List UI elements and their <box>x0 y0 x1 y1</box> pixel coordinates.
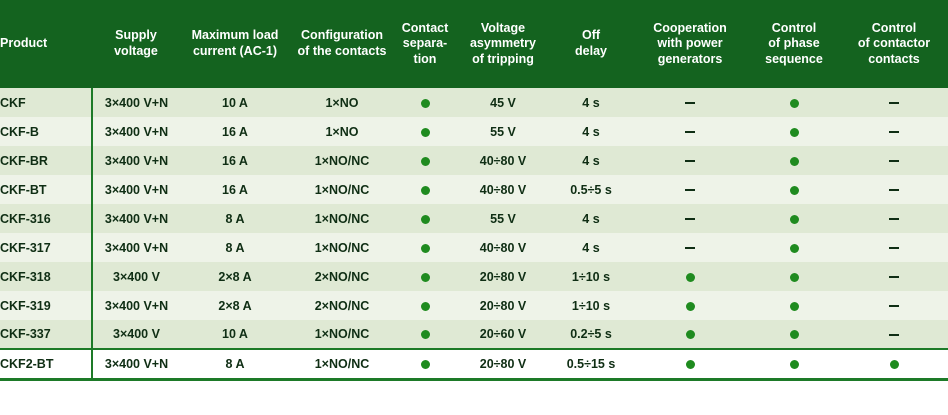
cell-cooperation_generators <box>632 117 748 146</box>
yes-dot-icon <box>686 330 695 339</box>
yes-dot-icon <box>686 360 695 369</box>
cell-supply_voltage: 3×400 V+N <box>92 117 180 146</box>
cell-product: CKF-BT <box>0 175 92 204</box>
cell-contacts_config: 1×NO <box>290 117 394 146</box>
cell-cooperation_generators <box>632 233 748 262</box>
cell-supply_voltage: 3×400 V+N <box>92 146 180 175</box>
table-row <box>0 175 948 204</box>
no-dash-icon <box>889 131 899 133</box>
cell-supply_voltage: 3×400 V+N <box>92 233 180 262</box>
column-header-line: Voltage <box>480 20 526 35</box>
cell-contact_separation <box>394 320 456 349</box>
cell-voltage_asymmetry: 20÷80 V <box>456 291 550 320</box>
yes-dot-icon <box>790 244 799 253</box>
column-header-line: separa- <box>402 36 448 51</box>
cell-cooperation_generators <box>632 88 748 117</box>
table-row <box>0 233 948 262</box>
table-row <box>0 146 948 175</box>
cell-max_load_current: 2×8 A <box>180 291 290 320</box>
table-row <box>0 117 948 146</box>
table-row <box>0 291 948 320</box>
cell-max_load_current: 16 A <box>180 117 290 146</box>
no-dash-icon <box>685 160 695 162</box>
column-header-contacts_config <box>290 0 394 88</box>
yes-dot-icon <box>790 186 799 195</box>
no-dash-icon <box>889 334 899 336</box>
cell-contacts_config: 1×NO <box>290 88 394 117</box>
cell-off_delay: 1÷10 s <box>550 291 632 320</box>
yes-dot-icon <box>421 273 430 282</box>
yes-dot-icon <box>421 360 430 369</box>
cell-contact_separation <box>394 204 456 233</box>
no-dash-icon <box>685 247 695 249</box>
column-header-line: Configuration <box>301 28 383 43</box>
cell-product: CKF-B <box>0 117 92 146</box>
cell-contact_separation <box>394 175 456 204</box>
cell-control_phase_sequence <box>748 175 840 204</box>
column-header-line: asymmetry <box>469 36 536 51</box>
cell-contact_separation <box>394 117 456 146</box>
cell-supply_voltage: 3×400 V <box>92 320 180 349</box>
column-header-line: Cooperation <box>653 20 727 35</box>
cell-contact_separation <box>394 146 456 175</box>
cell-off_delay: 4 s <box>550 117 632 146</box>
cell-voltage_asymmetry: 40÷80 V <box>456 233 550 262</box>
cell-cooperation_generators <box>632 320 748 349</box>
cell-control_phase_sequence <box>748 204 840 233</box>
cell-voltage_asymmetry: 20÷80 V <box>456 262 550 291</box>
column-header-line: of the contacts <box>297 44 387 58</box>
cell-voltage_asymmetry: 55 V <box>456 204 550 233</box>
cell-control_phase_sequence <box>748 262 840 291</box>
column-header-voltage_asymmetry <box>456 0 550 88</box>
column-header-product <box>0 0 92 88</box>
cell-cooperation_generators <box>632 204 748 233</box>
cell-contacts_config: 2×NO/NC <box>290 291 394 320</box>
cell-supply_voltage: 3×400 V+N <box>92 204 180 233</box>
table-row <box>0 262 948 291</box>
column-header-line: of tripping <box>472 51 534 66</box>
cell-voltage_asymmetry: 20÷60 V <box>456 320 550 349</box>
cell-off_delay: 0.5÷5 s <box>550 175 632 204</box>
yes-dot-icon <box>686 302 695 311</box>
table-row <box>0 204 948 233</box>
cell-max_load_current: 8 A <box>180 204 290 233</box>
column-header-line: sequence <box>765 51 823 66</box>
yes-dot-icon <box>421 157 430 166</box>
column-header-cooperation_generators <box>632 0 748 88</box>
cell-contacts_config: 1×NO/NC <box>290 146 394 175</box>
column-header-line: generators <box>657 51 723 66</box>
cell-off_delay: 0.5÷15 s <box>550 349 632 378</box>
column-header-supply_voltage <box>92 0 180 88</box>
column-header-control_contactor_contacts <box>840 0 948 88</box>
cell-off_delay: 4 s <box>550 146 632 175</box>
column-header-line: of contactor <box>857 36 931 51</box>
no-dash-icon <box>685 218 695 220</box>
cell-contacts_config: 2×NO/NC <box>290 262 394 291</box>
cell-control_contactor_contacts <box>840 320 948 349</box>
column-header-line: Control <box>871 20 917 35</box>
cell-control_phase_sequence <box>748 88 840 117</box>
column-header-line: Off <box>581 28 601 43</box>
column-header-line: voltage <box>114 44 158 58</box>
cell-supply_voltage: 3×400 V+N <box>92 349 180 378</box>
yes-dot-icon <box>421 186 430 195</box>
cell-product: CKF-BR <box>0 146 92 175</box>
cell-control_contactor_contacts <box>840 233 948 262</box>
cell-contacts_config: 1×NO/NC <box>290 233 394 262</box>
cell-product: CKF-318 <box>0 262 92 291</box>
column-header-line: tion <box>413 51 437 66</box>
table-body <box>0 88 948 378</box>
cell-off_delay: 4 s <box>550 233 632 262</box>
table-bottom-rule <box>0 378 948 381</box>
no-dash-icon <box>889 189 899 191</box>
cell-contacts_config: 1×NO/NC <box>290 204 394 233</box>
cell-supply_voltage: 3×400 V <box>92 262 180 291</box>
cell-contacts_config: 1×NO/NC <box>290 349 394 378</box>
column-header-line: contacts <box>868 51 920 66</box>
cell-cooperation_generators <box>632 175 748 204</box>
cell-control_contactor_contacts <box>840 262 948 291</box>
cell-off_delay: 4 s <box>550 204 632 233</box>
yes-dot-icon <box>421 244 430 253</box>
cell-off_delay: 0.2÷5 s <box>550 320 632 349</box>
column-header-contact_separation <box>394 0 456 88</box>
cell-control_phase_sequence <box>748 320 840 349</box>
no-dash-icon <box>889 160 899 162</box>
yes-dot-icon <box>790 330 799 339</box>
column-header-line: Contact <box>401 20 449 35</box>
cell-cooperation_generators <box>632 349 748 378</box>
table-row <box>0 349 948 378</box>
no-dash-icon <box>685 102 695 104</box>
cell-contact_separation <box>394 88 456 117</box>
cell-voltage_asymmetry: 20÷80 V <box>456 349 550 378</box>
column-header-line: current (AC-1) <box>192 44 278 58</box>
column-header-line: Maximum load <box>191 28 279 43</box>
yes-dot-icon <box>790 360 799 369</box>
yes-dot-icon <box>421 330 430 339</box>
table-header <box>0 0 948 88</box>
cell-cooperation_generators <box>632 262 748 291</box>
no-dash-icon <box>889 218 899 220</box>
column-header-off_delay <box>550 0 632 88</box>
cell-control_contactor_contacts <box>840 117 948 146</box>
column-header-line: Control <box>771 20 817 35</box>
cell-control_phase_sequence <box>748 117 840 146</box>
cell-supply_voltage: 3×400 V+N <box>92 88 180 117</box>
cell-max_load_current: 8 A <box>180 349 290 378</box>
yes-dot-icon <box>686 273 695 282</box>
cell-max_load_current: 16 A <box>180 146 290 175</box>
cell-control_contactor_contacts <box>840 146 948 175</box>
cell-control_contactor_contacts <box>840 349 948 378</box>
cell-max_load_current: 2×8 A <box>180 262 290 291</box>
cell-contact_separation <box>394 349 456 378</box>
cell-product: CKF2-BT <box>0 349 92 378</box>
cell-voltage_asymmetry: 45 V <box>456 88 550 117</box>
table-row <box>0 320 948 349</box>
cell-voltage_asymmetry: 40÷80 V <box>456 146 550 175</box>
no-dash-icon <box>685 189 695 191</box>
header-row <box>0 0 948 88</box>
cell-contacts_config: 1×NO/NC <box>290 320 394 349</box>
yes-dot-icon <box>890 360 899 369</box>
yes-dot-icon <box>790 273 799 282</box>
cell-control_phase_sequence <box>748 233 840 262</box>
no-dash-icon <box>685 131 695 133</box>
cell-contact_separation <box>394 262 456 291</box>
table-row <box>0 88 948 117</box>
yes-dot-icon <box>421 215 430 224</box>
yes-dot-icon <box>790 157 799 166</box>
cell-control_phase_sequence <box>748 349 840 378</box>
cell-product: CKF-337 <box>0 320 92 349</box>
cell-product: CKF-319 <box>0 291 92 320</box>
column-header-line: with power <box>657 36 723 51</box>
yes-dot-icon <box>421 99 430 108</box>
cell-product: CKF <box>0 88 92 117</box>
cell-supply_voltage: 3×400 V+N <box>92 291 180 320</box>
yes-dot-icon <box>421 302 430 311</box>
cell-voltage_asymmetry: 40÷80 V <box>456 175 550 204</box>
cell-control_contactor_contacts <box>840 204 948 233</box>
column-header-line: delay <box>575 44 607 58</box>
cell-contacts_config: 1×NO/NC <box>290 175 394 204</box>
no-dash-icon <box>889 247 899 249</box>
cell-supply_voltage: 3×400 V+N <box>92 175 180 204</box>
yes-dot-icon <box>790 302 799 311</box>
no-dash-icon <box>889 305 899 307</box>
cell-contact_separation <box>394 291 456 320</box>
yes-dot-icon <box>790 215 799 224</box>
cell-off_delay: 4 s <box>550 88 632 117</box>
column-header-max_load_current <box>180 0 290 88</box>
cell-cooperation_generators <box>632 291 748 320</box>
column-header-line: Product <box>0 36 48 51</box>
yes-dot-icon <box>790 99 799 108</box>
no-dash-icon <box>889 102 899 104</box>
cell-product: CKF-317 <box>0 233 92 262</box>
column-header-line: of phase <box>768 36 820 51</box>
cell-control_contactor_contacts <box>840 175 948 204</box>
cell-contact_separation <box>394 233 456 262</box>
column-header-line: Supply <box>115 28 157 43</box>
cell-control_contactor_contacts <box>840 88 948 117</box>
column-header-control_phase_sequence <box>748 0 840 88</box>
cell-max_load_current: 16 A <box>180 175 290 204</box>
cell-max_load_current: 10 A <box>180 88 290 117</box>
cell-product: CKF-316 <box>0 204 92 233</box>
cell-voltage_asymmetry: 55 V <box>456 117 550 146</box>
cell-control_phase_sequence <box>748 146 840 175</box>
yes-dot-icon <box>790 128 799 137</box>
cell-max_load_current: 10 A <box>180 320 290 349</box>
cell-off_delay: 1÷10 s <box>550 262 632 291</box>
cell-control_phase_sequence <box>748 291 840 320</box>
cell-control_contactor_contacts <box>840 291 948 320</box>
cell-max_load_current: 8 A <box>180 233 290 262</box>
no-dash-icon <box>889 276 899 278</box>
cell-cooperation_generators <box>632 146 748 175</box>
yes-dot-icon <box>421 128 430 137</box>
